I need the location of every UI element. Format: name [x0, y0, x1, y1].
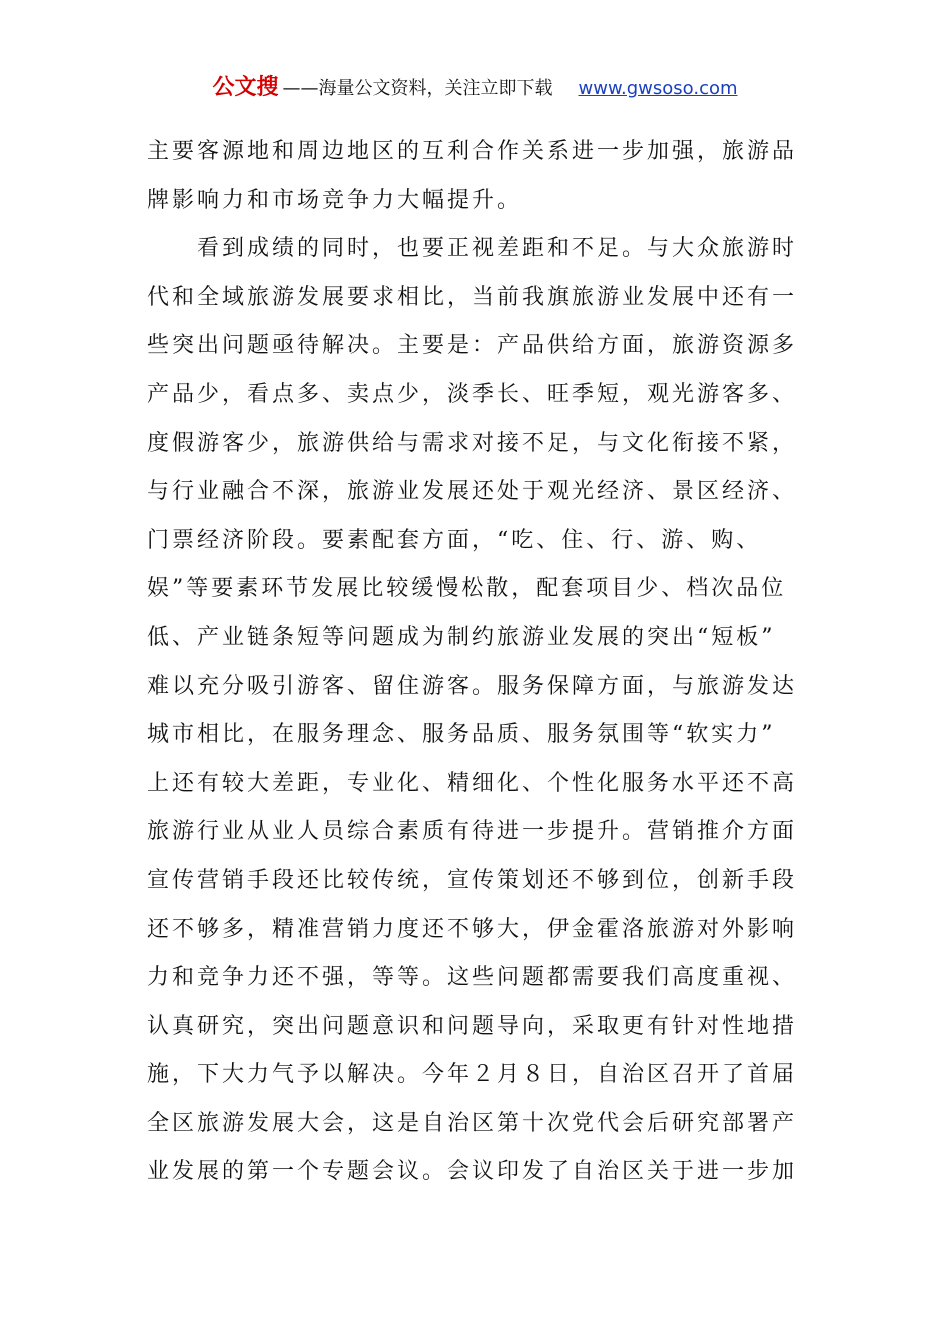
- text-line: 低、产业链条短等问题成为制约旅游业发展的突出“短板”: [147, 624, 776, 650]
- header-tagline: ——海量公文资料，关注立即下载: [282, 78, 553, 99]
- text-line: 难以充分吸引游客、留住游客。服务保障方面，与旅游发达: [147, 673, 798, 699]
- text-line: 城市相比，在服务理念、服务品质、服务氛围等“软实力”: [147, 722, 776, 748]
- text-line: 旅游行业从业人员综合素质有待进一步提升。营销推介方面: [147, 819, 798, 845]
- text-line: 产品少，看点多、卖点少，淡季长、旺季短，观光游客多、: [147, 381, 798, 407]
- text-line: 牌影响力和市场竞争力大幅提升。: [147, 187, 523, 213]
- text-line: 认真研究，突出问题意识和问题导向，采取更有针对性地措: [147, 1013, 798, 1039]
- text-line: 施，下大力气予以解决。今年２月８日，自治区召开了首届: [147, 1062, 798, 1088]
- website-link[interactable]: www.gwsoso.com: [578, 78, 738, 99]
- text-line: 主要客源地和周边地区的互利合作关系进一步加强，旅游品: [147, 139, 798, 164]
- text-line: 全区旅游发展大会，这是自治区第十次党代会后研究部署产: [147, 1110, 798, 1136]
- text-line: 门票经济阶段。要素配套方面，“吃、住、行、游、购、: [147, 527, 762, 553]
- text-line: 代和全域旅游发展要求相比，当前我旗旅游业发展中还有一: [147, 284, 798, 310]
- brand-logo-text: 公文搜: [212, 75, 279, 100]
- document-body: [147, 128, 807, 1197]
- text-line: 些突出问题亟待解决。主要是：产品供给方面，旅游资源多: [147, 333, 798, 359]
- text-line: 看到成绩的同时，也要正视差距和不足。与大众旅游时: [147, 236, 798, 262]
- text-line: 上还有较大差距，专业化、精细化、个性化服务水平还不高: [147, 770, 798, 796]
- text-line: 业发展的第一个专题会议。会议印发了自治区关于进一步加: [147, 1159, 798, 1185]
- text-line: 宣传营销手段还比较传统，宣传策划还不够到位，创新手段: [147, 867, 798, 893]
- text-line: 度假游客少，旅游供给与需求对接不足，与文化衔接不紧，: [147, 430, 798, 456]
- page-header: [0, 72, 950, 104]
- text-line: 还不够多，精准营销力度还不够大，伊金霍洛旅游对外影响: [147, 916, 798, 942]
- text-line: 力和竞争力还不强，等等。这些问题都需要我们高度重视、: [147, 965, 798, 991]
- text-line: 娱”等要素环节发展比较缓慢松散，配套项目少、档次品位: [147, 576, 787, 602]
- text-line: 与行业融合不深，旅游业发展还处于观光经济、景区经济、: [147, 479, 798, 505]
